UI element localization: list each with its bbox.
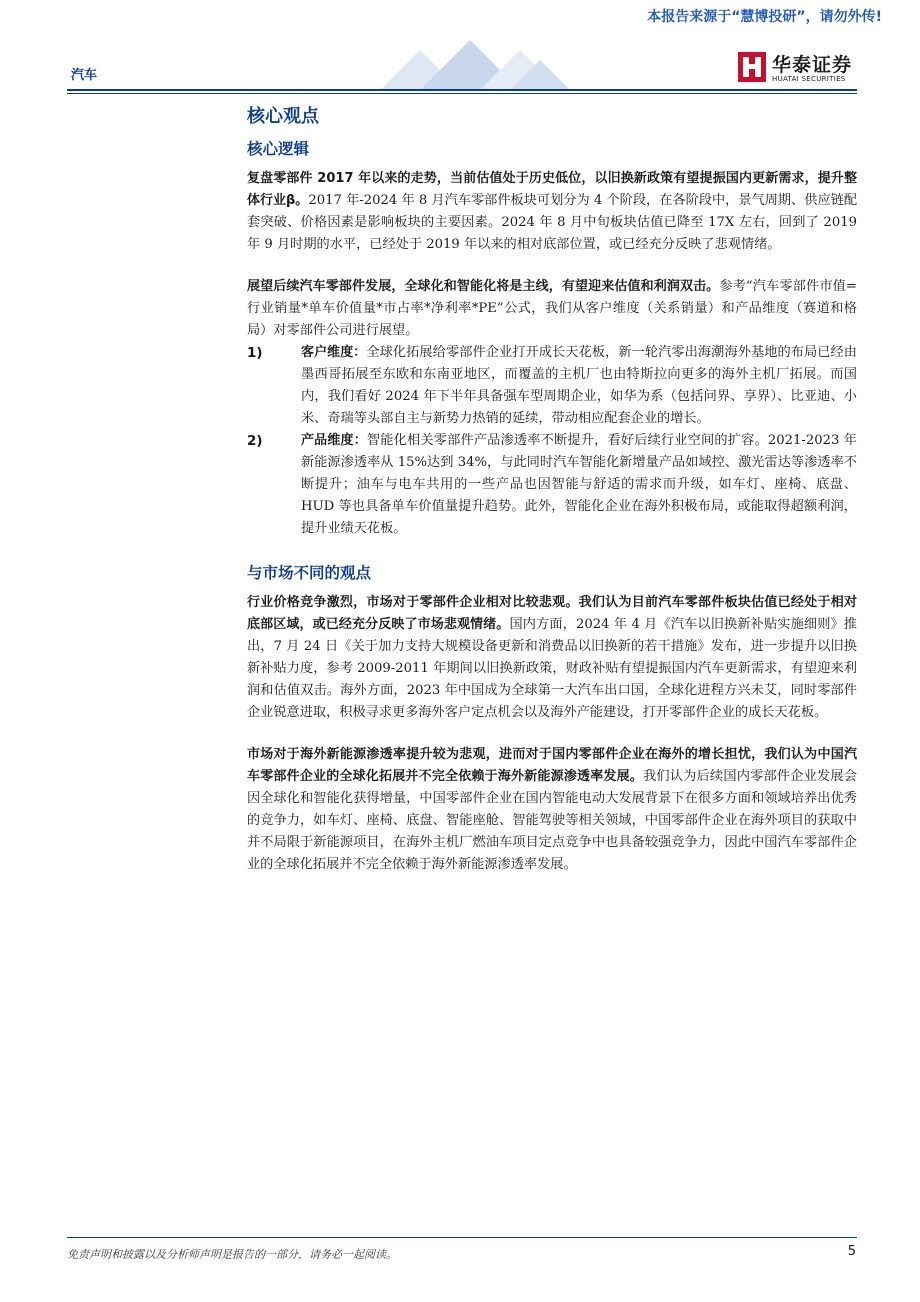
paragraph-review [247,168,857,256]
footer-disclaimer: 免责声明和披露以及分析师声明是报告的一部分，请务必一起阅读。 [67,1248,397,1261]
paragraph-price-lead: 行业价格竞争激烈，市场对于零部件企业相对比较悲观。我们认为目前汽车零部件板块估值已经处于相对底部区域，或已经充分反映了市场悲观情绪。 [247,595,857,632]
paragraph-overseas-lead: 市场对于海外新能源渗透率提升较为悲观，进而对于国内零部件企业在海外的增长担忧，我们认为中国汽车零部件企业的全球化拓展并不完全依赖于海外新能源渗透率发展。 [247,747,857,784]
header-rule-thin [67,93,857,94]
paragraph-outlook-body: 参考“汽车零部件市值=行业销量*单车价值量*市占率*净利率*PE”公式，我们从客户维度（关系销量）和产品维度（赛道和格局）对零部件公司进行展望。 [247,279,857,338]
list-item-text [301,430,857,540]
list-item-lead: 产品维度： [301,433,367,448]
list-item-body: 全球化拓展给零部件企业打开成长天花板，新一轮汽零出海潮海外基地的布局已经由墨西哥拓展至东欧和东南亚地区，而覆盖的主机厂也由特斯拉向更多的海外主机厂拓展。而国内，我们看好 2024 年下半年具备强车型周期企业，如华为系（包括问界、享界）、比亚迪、小米、奇瑞等头部自主与新势力热销的延续，带动相应配套企业的增长。 [301,345,857,426]
company-logo [738,50,858,86]
list-item-product [247,430,857,540]
paragraph-review-lead: 复盘零部件 2017 年以来的走势，当前估值处于历史低位，以旧换新政策有望提振国内更新需求，提升整体行业β。 [247,171,857,208]
sector-label: 汽车 [71,68,98,83]
huatai-logo-icon [738,52,766,82]
paragraph-overseas-body: 我们认为后续国内零部件企业发展会因全球化和智能化获得增量，中国零部件企业在国内智能电动大发展背景下在很多方面和领域培养出优秀的竞争力，如车灯、座椅、底盘、智能座舱、智能驾驶等相关领域，中国零部件企业在海外项目的获取中并不局限于新能源项目，在海外主机厂燃油车项目定点竞争中也具备较强竞争力，因此中国汽车零部件企业的全球化拓展并不完全依赖于海外新能源渗透率发展。 [247,769,857,872]
header-decoration [360,36,600,90]
logo-name-cn: 华泰证券 [772,54,853,76]
list-item-lead: 客户维度： [301,345,367,360]
main-content [247,104,857,876]
section-heading-core-logic: 核心逻辑 [247,140,310,158]
page-number: 5 [847,1244,856,1259]
list-item-body: 智能化相关零部件产品渗透率不断提升，看好后续行业空间的扩容。2021-2023 年新能源渗透率从 15%达到 34%，与此同时汽车智能化新增量产品如域控、激光雷达等渗透率不断提升；油车与电车共用的一些产品也因智能与舒适的需求而升级，如车灯、座椅、底盘、HUD 等也具备单车价值量提升趋势。此外，智能化企业在海外积极布局，或能取得超额利润，提升业绩天花板。 [301,433,857,536]
paragraph-price-competition [247,592,857,724]
paragraph-price-body: 国内方面，2024 年 4 月《汽车以旧换新补贴实施细则》推出，7 月 24 日《关于加力支持大规模设备更新和消费品以旧换新的若干措施》发布，进一步提升以旧换新补贴力度，参考 2009-2011 年期间以旧换新政策，财政补贴有望提振国内汽车更新需求，有望迎来利润和估值双击。海外方面，2023 年中国成为全球第一大汽车出口国，全球化进程方兴未艾，同时零部件企业锐意进取，积极寻求更多海外客户定点机会以及海外产能建设，打开零部件企业的成长天花板。 [247,617,857,720]
section-heading-contrarian: 与市场不同的观点 [247,564,372,582]
list-item-customer [247,342,857,430]
list-item-text [301,342,857,430]
list-number: 2) [247,433,263,449]
header-rule [67,89,857,91]
source-notice: 本报告来源于“慧博投研”，请勿外传! [647,9,882,25]
page-title: 核心观点 [247,106,319,127]
paragraph-overseas-nev [247,744,857,876]
footer-rule [67,1237,857,1238]
paragraph-review-body: 2017 年-2024 年 8 月汽车零部件板块可划分为 4 个阶段，在各阶段中，景气周期、供应链配套突破、价格因素是影响板块的主要因素。2024 年 8 月中旬板块估值已降至 17X 左右，回到了 2019 年 9 月时期的水平，已经处于 2019 年以来的相对底部位置，或已经充分反映了悲观情绪。 [247,193,858,252]
list-number: 1) [247,345,263,361]
paragraph-outlook [247,276,857,342]
paragraph-outlook-lead: 展望后续汽车零部件发展，全球化和智能化将是主线，有望迎来估值和利润双击。 [247,279,720,294]
logo-name-en: HUATAI SECURITIES [772,75,846,83]
